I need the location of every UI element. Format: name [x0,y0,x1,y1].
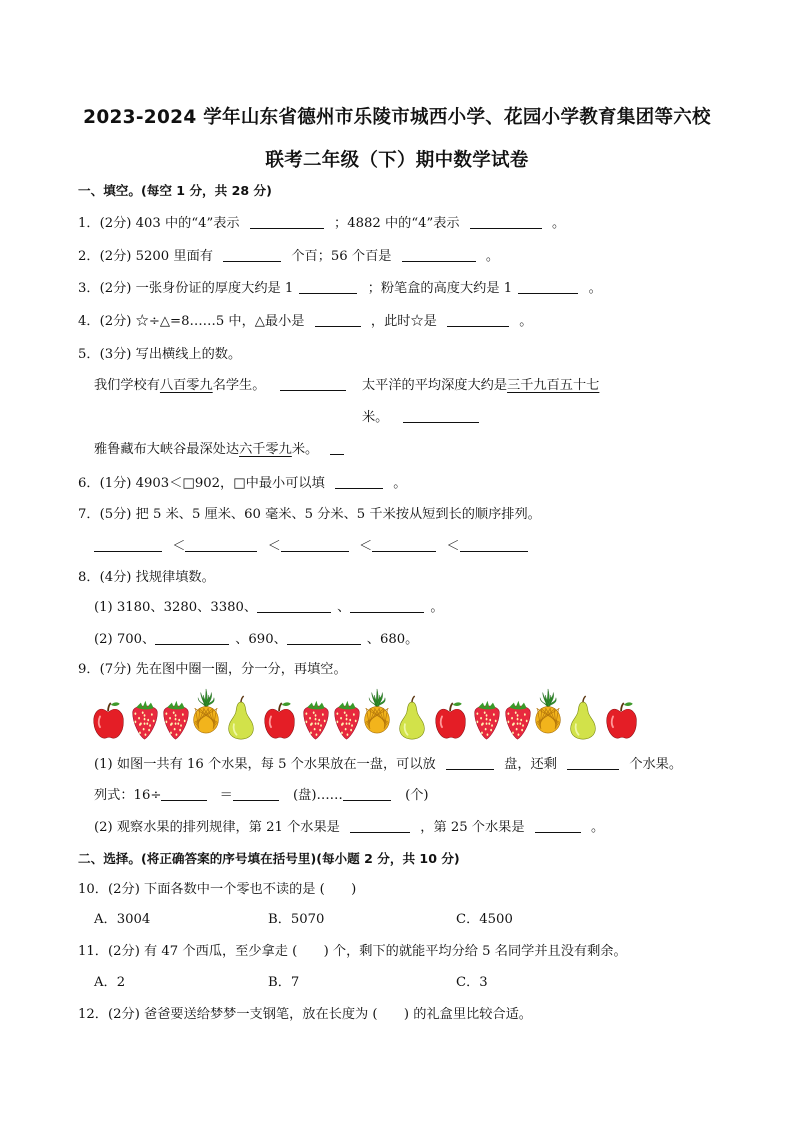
strawberry-icon [471,698,503,742]
answer-blank[interactable] [281,537,349,552]
question-10-option-c[interactable]: C．4500 [456,912,513,927]
question-2: 2．(2分) 5200 里面有 个百；56 个百是 。 [78,249,500,264]
answer-blank[interactable] [94,537,162,552]
strawberry-icon [331,698,363,742]
question-8-item-2: (2) 700、 、690、 、680。 [94,632,419,647]
answer-blank[interactable] [185,537,257,552]
fruit-row-illustration [90,684,670,744]
answer-blank[interactable] [315,312,361,327]
pineapple-icon [533,686,563,736]
answer-blank[interactable] [330,440,344,455]
question-11-option-c[interactable]: C．3 [456,975,488,990]
exam-title-line2: 联考二年级（下）期中数学试卷 [265,150,529,171]
pineapple-icon [191,686,221,736]
answer-blank[interactable] [446,755,494,770]
question-7-order: ＜ ＜ ＜ ＜ [94,537,528,557]
strawberry-icon [502,698,534,742]
pear-icon [226,694,256,742]
question-10-stem: 10．(2分) 下面各数中一个零也不读的是 ( ) [78,882,357,897]
question-11-option-a[interactable]: A．2 [94,975,126,990]
exam-title-line1: 2023-2024 学年山东省德州市乐陵市城西小学、花园小学教育集团等六校 [83,107,711,128]
answer-blank[interactable] [470,214,542,229]
answer-blank[interactable] [535,818,581,833]
question-5-item-2: 太平洋的平均深度大约是三千九百五十七 [362,378,600,393]
question-9-item-2: (2) 观察水果的排列规律，第 21 个水果是 ，第 25 个水果是 。 [94,820,605,835]
answer-blank[interactable] [350,598,424,613]
apple-icon [434,698,468,742]
question-4: 4．(2分) ☆÷△=8……5 中，△最小是 ，此时☆是 。 [78,314,533,329]
question-6: 6．(1分) 4903＜□902，□中最小可以填 。 [78,476,407,491]
strawberry-icon [300,698,332,742]
answer-blank[interactable] [257,598,331,613]
question-9-formula: 列式：16÷ ＝ (盘)…… (个) [94,788,429,803]
answer-blank[interactable] [518,279,578,294]
question-11-stem: 11．(2分) 有 47 个西瓜，至少拿走 ( ) 个，剩下的就能平均分给 5 名同学并且没有剩余。 [78,944,627,959]
section2-heading: 二、选择。(将正确答案的序号填在括号里)(每小题 2 分，共 10 分) [78,851,460,866]
question-12-stem: 12．(2分) 爸爸要送给梦梦一支钢笔，放在长度为 ( ) 的礼盒里比较合适。 [78,1007,532,1022]
question-11-option-b[interactable]: B．7 [268,975,300,990]
question-1: 1．(2分) 403 中的“4”表示 ；4882 中的“4”表示 。 [78,216,566,231]
answer-blank[interactable] [567,755,619,770]
answer-blank[interactable] [350,818,410,833]
question-9-stem: 9．(7分) 先在图中圈一圈，分一分，再填空。 [78,662,347,677]
answer-blank[interactable] [250,214,324,229]
answer-blank[interactable] [299,279,357,294]
question-5-item-3: 雅鲁藏布大峡谷最深处达六千零九米。 [94,440,344,460]
answer-blank[interactable] [335,474,383,489]
question-5-item-2-cont: 米。 [362,408,479,428]
answer-blank[interactable] [402,247,476,262]
pear-icon [397,694,427,742]
question-3: 3．(2分) 一张身份证的厚度大约是 1 ；粉笔盒的高度大约是 1 。 [78,281,602,296]
question-7-stem: 7．(5分) 把 5 米、5 厘米、60 毫米、5 分米、5 千米按从短到长的顺序排列。 [78,507,541,522]
answer-blank[interactable] [155,630,229,645]
apple-icon [92,698,126,742]
apple-icon [605,698,639,742]
answer-blank[interactable] [223,247,281,262]
question-9-item-1: (1) 如图一共有 16 个水果，每 5 个水果放在一盘，可以放 盘，还剩 个水果。 [94,757,683,772]
answer-blank[interactable] [403,408,479,423]
question-10-option-a[interactable]: A．3004 [94,912,151,927]
answer-blank[interactable] [372,537,436,552]
question-8-item-1: (1) 3180、3280、3380、 、 。 [94,600,444,615]
answer-blank[interactable] [280,376,346,391]
strawberry-icon [129,698,161,742]
question-10-option-b[interactable]: B．5070 [268,912,325,927]
answer-blank[interactable] [460,537,528,552]
section1-heading: 一、填空。(每空 1 分，共 28 分) [78,183,272,198]
pear-icon [568,694,598,742]
pineapple-icon [362,686,392,736]
question-5-stem: 5．(3分) 写出横线上的数。 [78,347,242,362]
answer-blank[interactable] [233,786,279,801]
strawberry-icon [160,698,192,742]
answer-blank[interactable] [161,786,207,801]
question-5-item-1: 我们学校有八百零九名学生。 [94,376,346,396]
answer-blank[interactable] [343,786,391,801]
apple-icon [263,698,297,742]
answer-blank[interactable] [287,630,361,645]
question-8-stem: 8．(4分) 找规律填数。 [78,570,215,585]
answer-blank[interactable] [447,312,509,327]
